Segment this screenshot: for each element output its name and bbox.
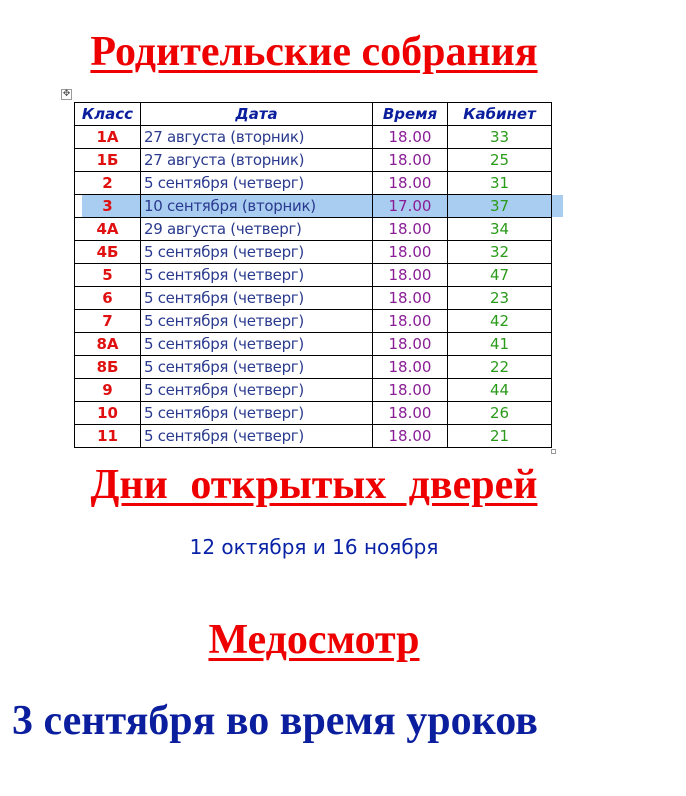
table-row — [75, 126, 552, 149]
cell-date[interactable]: 5 сентября (четверг) — [141, 241, 373, 264]
resize-square-icon[interactable] — [551, 449, 556, 454]
cell-date[interactable]: 5 сентября (четверг) — [141, 379, 373, 402]
cell-time[interactable]: 18.00 — [373, 310, 448, 333]
header-class[interactable]: Класс — [75, 103, 141, 126]
cell-date[interactable]: 29 августа (четверг) — [141, 218, 373, 241]
cell-room[interactable]: 23 — [448, 287, 552, 310]
header-time[interactable]: Время — [373, 103, 448, 126]
move-arrows-icon[interactable]: ✥ — [62, 89, 71, 99]
cell-class[interactable]: 8А — [75, 333, 141, 356]
meetings-table — [74, 102, 552, 448]
cell-time[interactable]: 18.00 — [373, 149, 448, 172]
cell-date[interactable]: 5 сентября (четверг) — [141, 402, 373, 425]
cell-time[interactable]: 17.00 — [373, 195, 448, 218]
cell-time[interactable]: 18.00 — [373, 126, 448, 149]
cell-class[interactable]: 4Б — [75, 241, 141, 264]
cell-time[interactable]: 18.00 — [373, 356, 448, 379]
cell-room[interactable]: 22 — [448, 356, 552, 379]
table-row — [75, 218, 552, 241]
cell-class[interactable]: 10 — [75, 402, 141, 425]
table-row — [75, 172, 552, 195]
cell-room[interactable]: 47 — [448, 264, 552, 287]
medical-title: Медосмотр — [208, 617, 420, 663]
cell-time[interactable]: 18.00 — [373, 241, 448, 264]
cell-time[interactable]: 18.00 — [373, 425, 448, 448]
cell-room[interactable]: 31 — [448, 172, 552, 195]
header-date[interactable]: Дата — [141, 103, 373, 126]
table-row — [75, 241, 552, 264]
table-row — [75, 310, 552, 333]
cell-time[interactable]: 18.00 — [373, 402, 448, 425]
table-row — [75, 402, 552, 425]
cell-time[interactable]: 18.00 — [373, 264, 448, 287]
cell-class[interactable]: 5 — [75, 264, 141, 287]
open-days-title: Дни открытых дверей — [90, 462, 538, 508]
table-row-selected — [75, 195, 552, 218]
cell-date[interactable]: 5 сентября (четверг) — [141, 172, 373, 195]
cell-room[interactable]: 37 — [448, 195, 552, 218]
cell-date[interactable]: 10 сентября (вторник) — [141, 195, 373, 218]
cell-time[interactable]: 18.00 — [373, 287, 448, 310]
table-row — [75, 333, 552, 356]
cell-room[interactable]: 41 — [448, 333, 552, 356]
cell-room[interactable]: 26 — [448, 402, 552, 425]
cell-time[interactable]: 18.00 — [373, 333, 448, 356]
cell-class[interactable]: 6 — [75, 287, 141, 310]
table-row — [75, 287, 552, 310]
cell-class[interactable]: 4А — [75, 218, 141, 241]
cell-time[interactable]: 18.00 — [373, 172, 448, 195]
cell-class[interactable]: 11 — [75, 425, 141, 448]
cell-class[interactable]: 1Б — [75, 149, 141, 172]
cell-room[interactable]: 25 — [448, 149, 552, 172]
cell-date[interactable]: 5 сентября (четверг) — [141, 287, 373, 310]
table-row — [75, 379, 552, 402]
cell-class[interactable]: 8Б — [75, 356, 141, 379]
cell-class[interactable]: 9 — [75, 379, 141, 402]
cell-room[interactable]: 33 — [448, 126, 552, 149]
cell-time[interactable]: 18.00 — [373, 218, 448, 241]
cell-room[interactable]: 21 — [448, 425, 552, 448]
table-row — [75, 425, 552, 448]
cell-date[interactable]: 5 сентября (четверг) — [141, 310, 373, 333]
cell-date[interactable]: 27 августа (вторник) — [141, 126, 373, 149]
cell-room[interactable]: 34 — [448, 218, 552, 241]
table-header-row — [75, 103, 552, 126]
cell-class[interactable]: 1А — [75, 126, 141, 149]
cell-date[interactable]: 5 сентября (четверг) — [141, 356, 373, 379]
table-row — [75, 356, 552, 379]
open-days-dates: 12 октября и 16 ноября — [189, 535, 439, 559]
table-row — [75, 264, 552, 287]
cell-date[interactable]: 5 сентября (четверг) — [141, 264, 373, 287]
meetings-title: Родительские собрания — [90, 29, 538, 75]
cell-date[interactable]: 5 сентября (четверг) — [141, 333, 373, 356]
cell-date[interactable]: 5 сентября (четверг) — [141, 425, 373, 448]
header-room[interactable]: Кабинет — [448, 103, 552, 126]
cell-room[interactable]: 32 — [448, 241, 552, 264]
cell-date[interactable]: 27 августа (вторник) — [141, 149, 373, 172]
medical-date: 3 сентября во время уроков — [12, 698, 538, 744]
cell-room[interactable]: 42 — [448, 310, 552, 333]
cell-room[interactable]: 44 — [448, 379, 552, 402]
cell-class[interactable]: 7 — [75, 310, 141, 333]
cell-time[interactable]: 18.00 — [373, 379, 448, 402]
cell-class[interactable]: 3 — [75, 195, 141, 218]
cell-class[interactable]: 2 — [75, 172, 141, 195]
table-row — [75, 149, 552, 172]
